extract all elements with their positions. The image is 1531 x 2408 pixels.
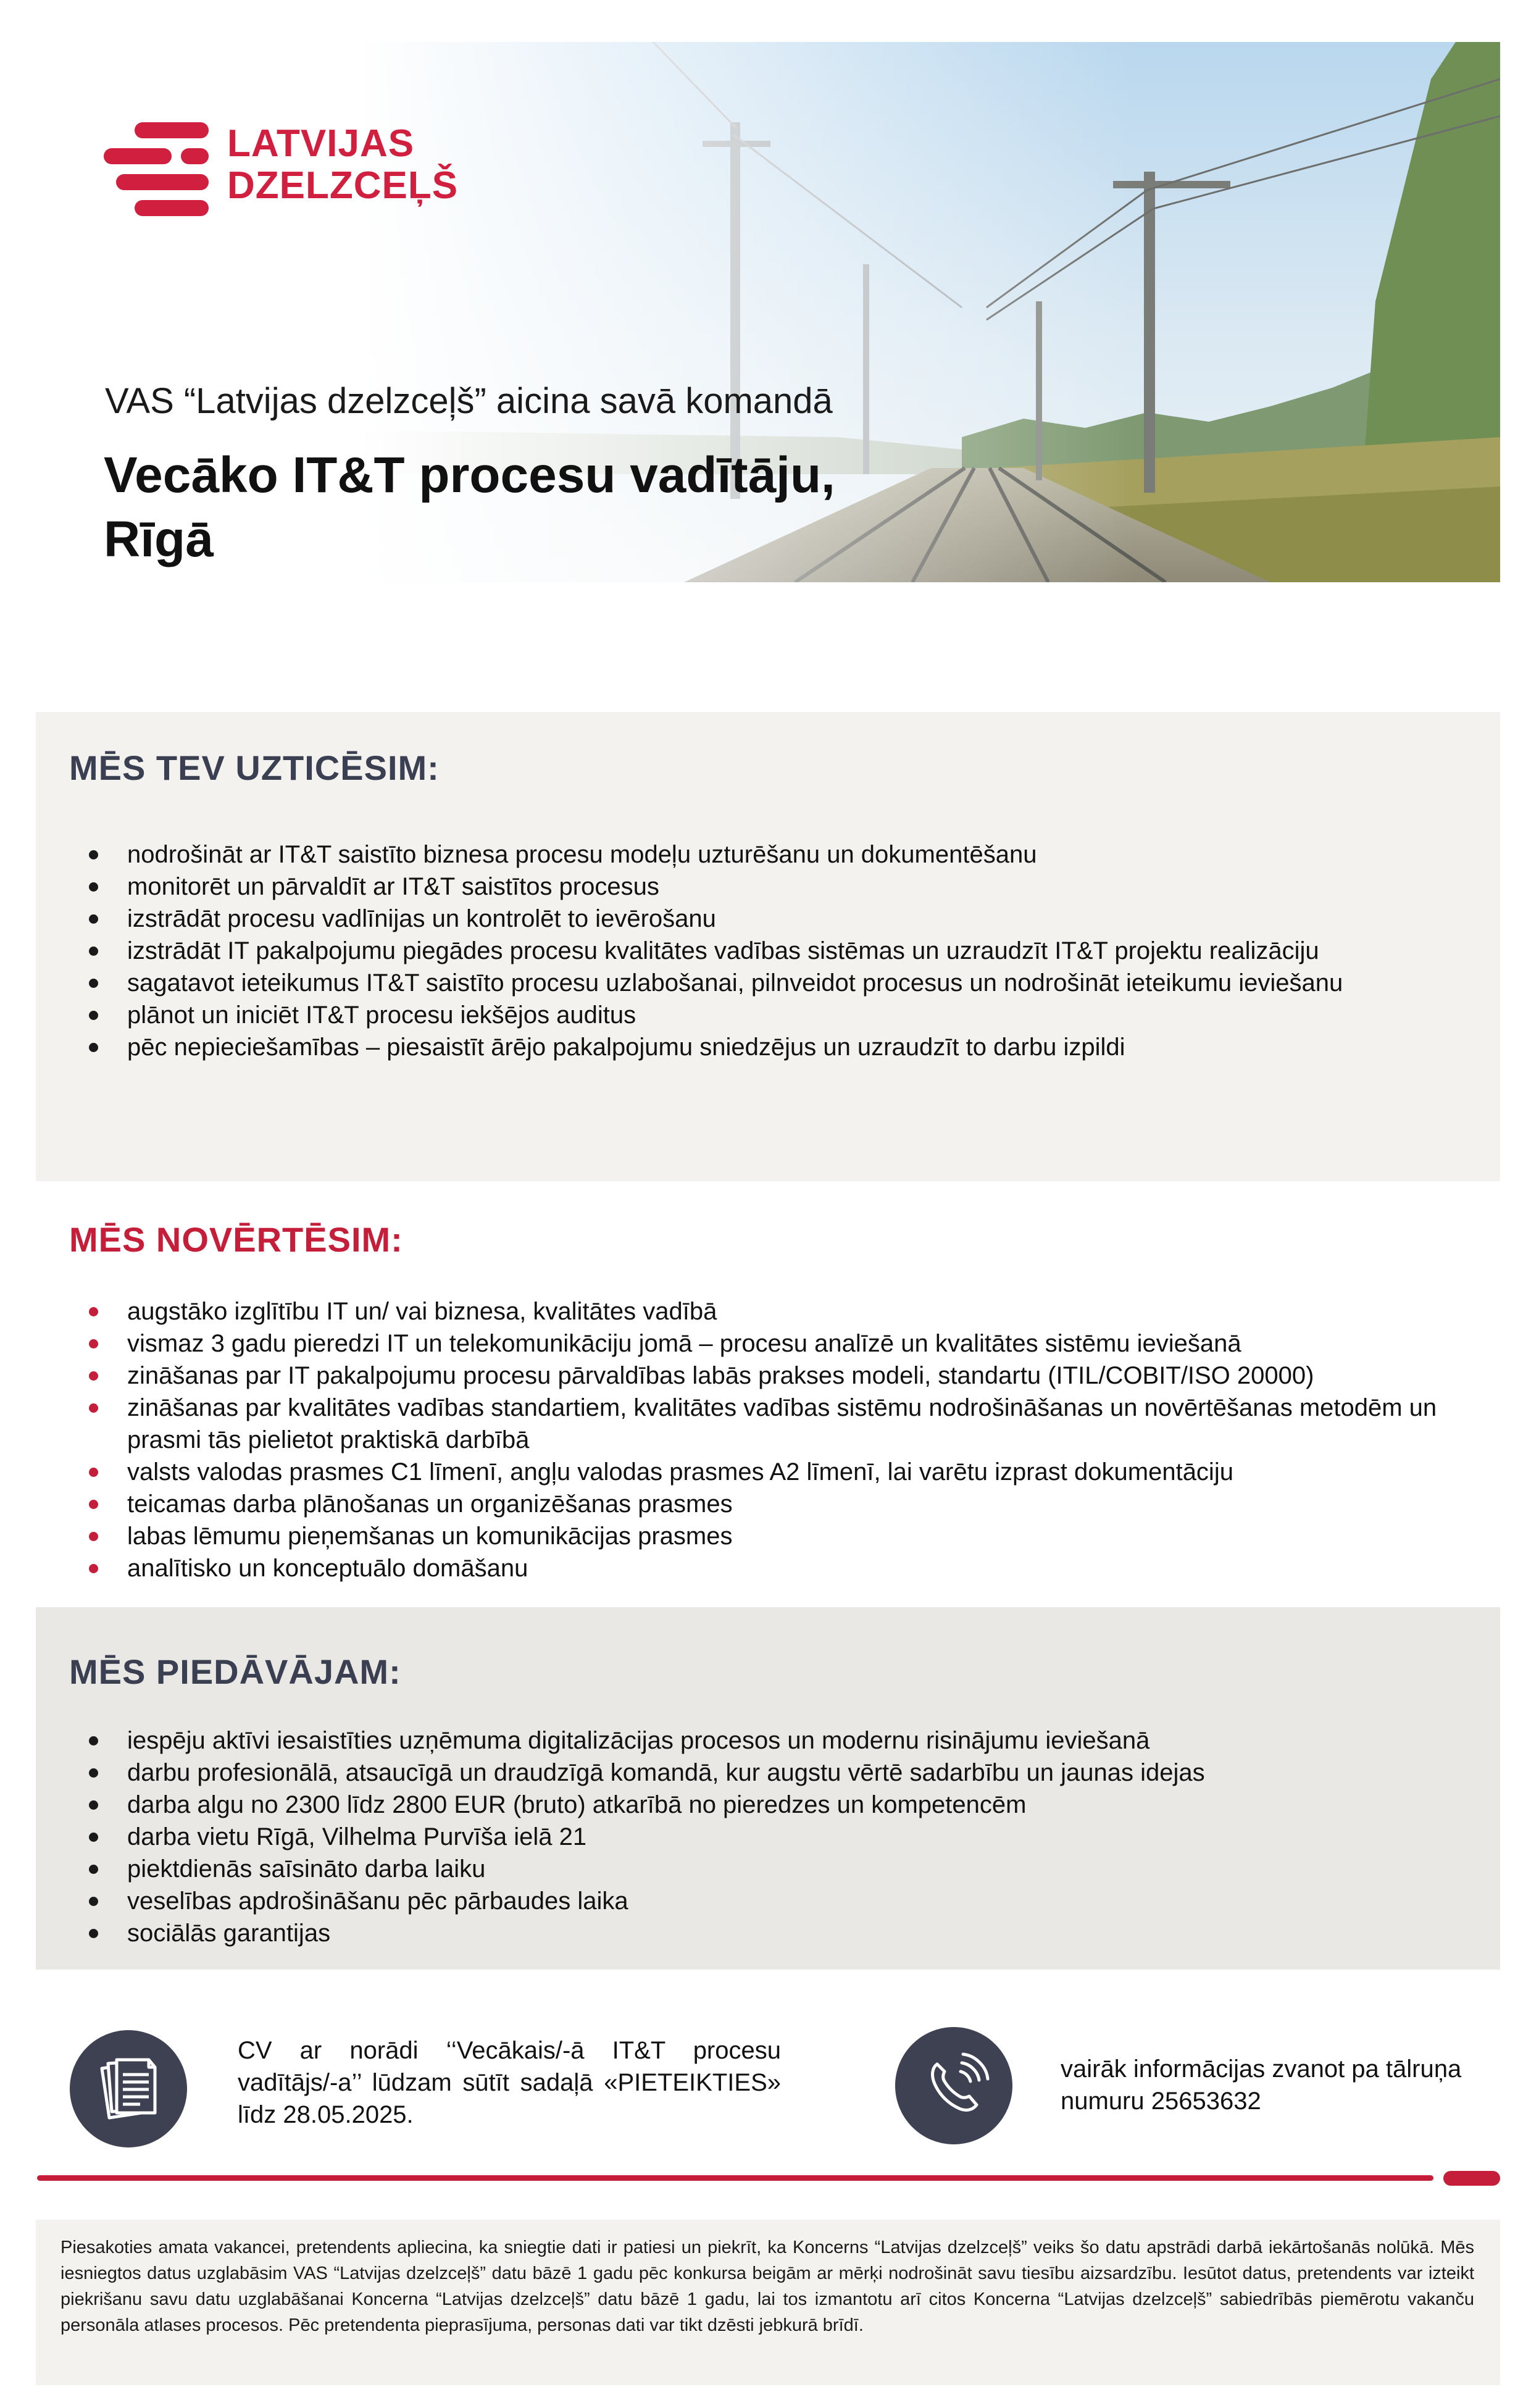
documents-icon — [70, 2030, 187, 2147]
section-heading: MĒS NOVĒRTĒSIM: — [69, 1220, 403, 1259]
responsibilities-list — [127, 838, 1457, 1063]
list-item: izstrādāt IT pakalpojumu piegādes procesu kvalitātes vadības sistēmas un uzraudzīt IT&T projektu realizāciju — [127, 935, 1457, 967]
list-item: zināšanas par kvalitātes vadības standartiem, kvalitātes vadības sistēmu nodrošināšanas un novērtēšanas metodēm un prasmi tās pielietot praktiskā darbībā — [127, 1392, 1457, 1456]
list-item: analītisko un konceptuālo domāšanu — [127, 1552, 1457, 1584]
phone-icon — [895, 2027, 1012, 2144]
hero-banner — [36, 42, 1500, 582]
requirements-list — [127, 1295, 1457, 1584]
logo-text-line1: LATVIJAS — [227, 122, 415, 165]
list-item: piektdienās saīsināto darba laiku — [127, 1853, 1457, 1885]
list-item: zināšanas par IT pakalpojumu procesu pārvaldības labās prakses modeli, standartu (ITIL/COBIT/ISO 20000) — [127, 1360, 1457, 1392]
list-item: nodrošināt ar IT&T saistīto biznesa procesu modeļu uzturēšanu un dokumentēšanu — [127, 838, 1457, 871]
cv-instructions: CV ar norādi ‘‘Vecākais/-ā IT&T procesu vadītājs/-a’’ lūdzam sūtīt sadaļā «PIETEIKTIES» līdz 28.05.2025. — [238, 2037, 781, 2128]
list-item: labas lēmumu pieņemšanas un komunikācijas prasmes — [127, 1520, 1457, 1552]
list-item: monitorēt un pārvaldīt ar IT&T saistītos procesus — [127, 871, 1457, 903]
privacy-disclaimer — [36, 2220, 1500, 2385]
list-item: teicamas darba plānošanas un organizēšanas prasmes — [127, 1488, 1457, 1520]
requirements-section — [36, 1181, 1500, 1607]
list-item: sagatavot ieteikumus IT&T saistīto procesu uzlabošanai, pilnveidot procesus un nodrošināt ieteikumu ieviešanu — [127, 967, 1457, 999]
job-title-line: Vecāko IT&T procesu vadītāju, — [104, 447, 835, 503]
list-item: vismaz 3 gadu pieredzi IT un telekomunikāciju jomā – procesu analīzē un kvalitātes sistēmu ieviešanā — [127, 1327, 1457, 1360]
list-item: augstāko izglītību IT un/ vai biznesa, kvalitātes vadībā — [127, 1295, 1457, 1327]
disclaimer-text: Piesakoties amata vakancei, pretendents apliecina, ka sniegtie dati ir patiesi un piekrīt, ka Koncerns “Latvijas dzelzceļš” veiks šo datu apstrādi darbā iekārtošanās nolūkā. Mēs iesniegtos datus uzglabāsim VAS “Latvijas dzelzceļš” datu bāzē 1 gadu pēc konkursa beigām ar mērķi nodrošināt savu tiesību aizsardzību. Iesūtot datus, pretendents var izteikt piekrišanu savu datu uzglabāšanai Koncerna “Latvijas dzelzceļš” datu bāzē 1 gadu, lai tos izmantotu arī citos Koncerna “Latvijas dzelzceļš” sabiedrībās piemērotu vakanču personāla atlases procesos. Pēc pretendenta pieprasījuma, personas dati var tikt dzēsti jebkurā brīdī. — [60, 2238, 1474, 2335]
benefits-list — [127, 1724, 1457, 1949]
list-item: sociālās garantijas — [127, 1917, 1457, 1949]
responsibilities-section — [36, 712, 1500, 1181]
list-item: veselības apdrošināšanu pēc pārbaudes laika — [127, 1885, 1457, 1917]
list-item: plānot un iniciēt IT&T procesu iekšējos auditus — [127, 999, 1457, 1031]
list-item: darba vietu Rīgā, Vilhelma Purvīša ielā 21 — [127, 1821, 1457, 1853]
list-item: iespēju aktīvi iesaistīties uzņēmuma digitalizācijas procesos un modernu risinājumu ieviešanā — [127, 1724, 1457, 1757]
phone-info: vairāk informācijas zvanot pa tālruņa numuru 25653632 — [1061, 2055, 1462, 2115]
job-title-line: Rīgā — [104, 511, 214, 567]
logo-mark-icon — [104, 110, 221, 221]
list-item: pēc nepieciešamības – piesaistīt ārējo pakalpojumu sniedzējus un uzraudzīt to darbu izpildi — [127, 1031, 1457, 1063]
red-divider — [37, 2175, 1433, 2181]
benefits-section — [36, 1607, 1500, 1970]
brand-logo — [104, 110, 459, 258]
list-item: darba algu no 2300 līdz 2800 EUR (bruto) atkarībā no pieredzes un kompetencēm — [127, 1789, 1457, 1821]
red-divider-pill — [1443, 2171, 1500, 2186]
logo-text-line2: DZELZCEĻŠ — [227, 164, 459, 207]
list-item: izstrādāt procesu vadlīnijas un kontrolēt to ievērošanu — [127, 903, 1457, 935]
section-heading: MĒS PIEDĀVĀJAM: — [69, 1652, 401, 1691]
section-heading: MĒS TEV UZTICĒSIM: — [69, 748, 440, 787]
list-item: valsts valodas prasmes C1 līmenī, angļu valodas prasmes A2 līmenī, lai varētu izprast dokumentāciju — [127, 1456, 1457, 1488]
hero-intro: VAS “Latvijas dzelzceļš” aicina savā komandā — [105, 381, 833, 421]
job-title — [104, 443, 835, 572]
list-item: darbu profesionālā, atsaucīgā un draudzīgā komandā, kur augstu vērtē sadarbību un jaunas idejas — [127, 1757, 1457, 1789]
